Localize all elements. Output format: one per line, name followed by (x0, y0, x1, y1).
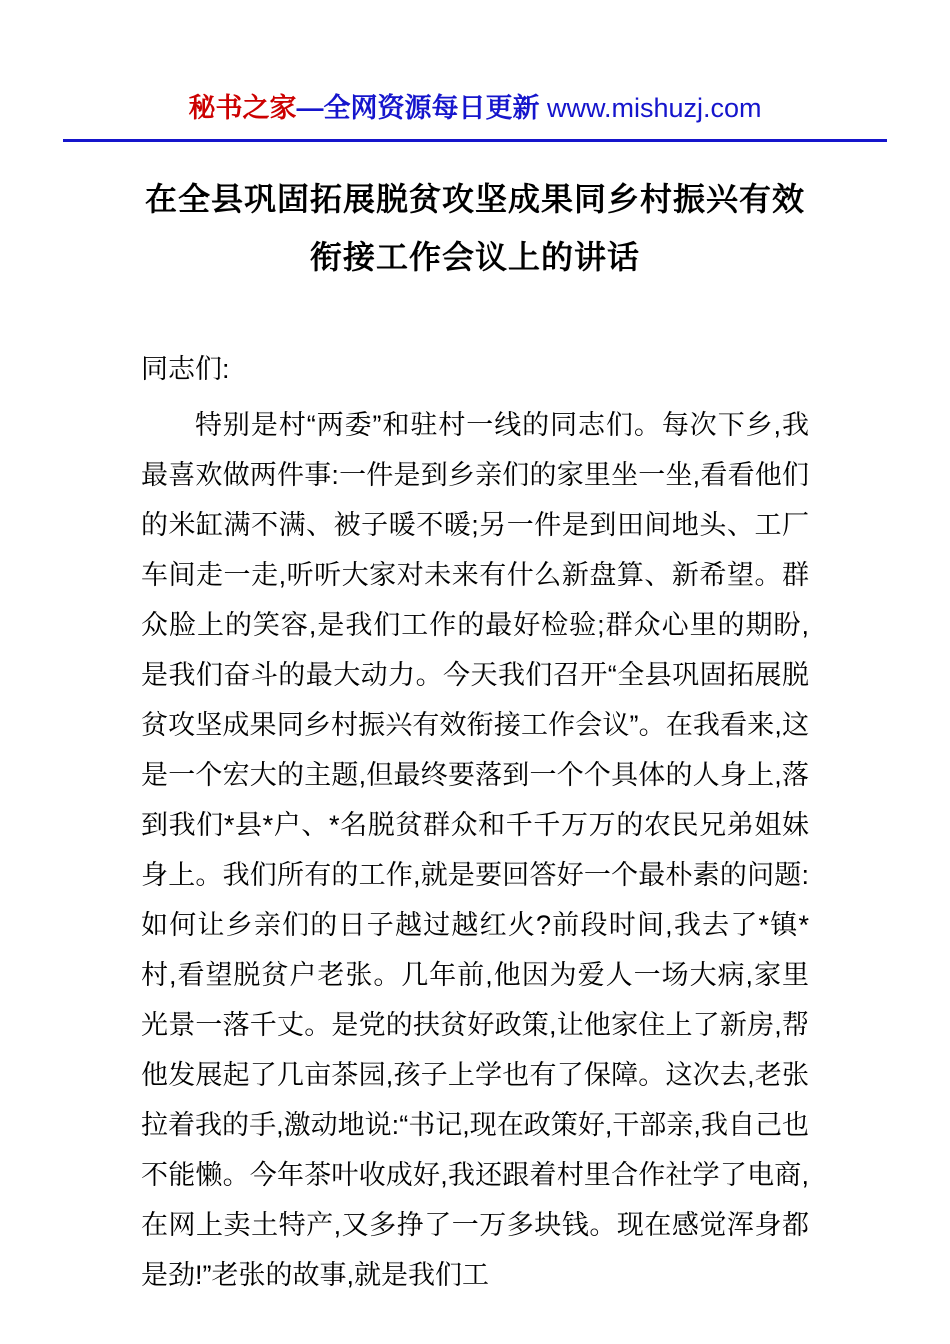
site-url-link[interactable]: www.mishuzj.com (546, 93, 762, 123)
site-header (63, 86, 887, 142)
brand-name: 秘书之家 (188, 93, 297, 123)
document-title-line2: 衔接工作会议上的讲话 (309, 239, 640, 275)
salutation: 同志们: (141, 354, 230, 384)
body-paragraph: 特别是村“两委”和驻村一线的同志们。每次下乡,我最喜欢做两件事:一件是到乡亲们的家里坐一坐,看看他们的米缸满不满、被子暖不暖;另一件是到田间地头、工厂车间走一走,听听大家对未来有什么新盘算、新希望。群众脸上的笑容,是我们工作的最好检验;群众心里的期盼,是我们奋斗的最大动力。今天我们召开“全县巩固拓展脱贫攻坚成果同乡村振兴有效衔接工作会议”。在我看来,这是一个宏大的主题,但最终要落到一个个具体的人身上,落到我们*县*户、*名脱贫群众和千千万万的农民兄弟姐妹身上。我们所有的工作,就是要回答好一个最朴素的问题:如何让乡亲们的日子越过越红火?前段时间,我去了*镇*村,看望脱贫户老张。几年前,他因为爱人一场大病,家里光景一落千丈。是党的扶贫好政策,让他家住上了新房,帮他发展起了几亩茶园,孩子上学也有了保障。这次去,老张拉着我的手,激动地说:“书记,现在政策好,干部亲,我自己也不能懒。今年茶叶收成好,我还跟着村里合作社学了电商,在网上卖土特产,又多挣了一万多块钱。现在感觉浑身都是劲!”老张的故事,就是我们工 (141, 410, 809, 1290)
document-title-line1: 在全县巩固拓展脱贫攻坚成果同乡村振兴有效 (144, 181, 805, 217)
header-tagline: —全网资源每日更新 (296, 93, 547, 123)
document-body (141, 344, 809, 1300)
document-title (125, 170, 825, 286)
